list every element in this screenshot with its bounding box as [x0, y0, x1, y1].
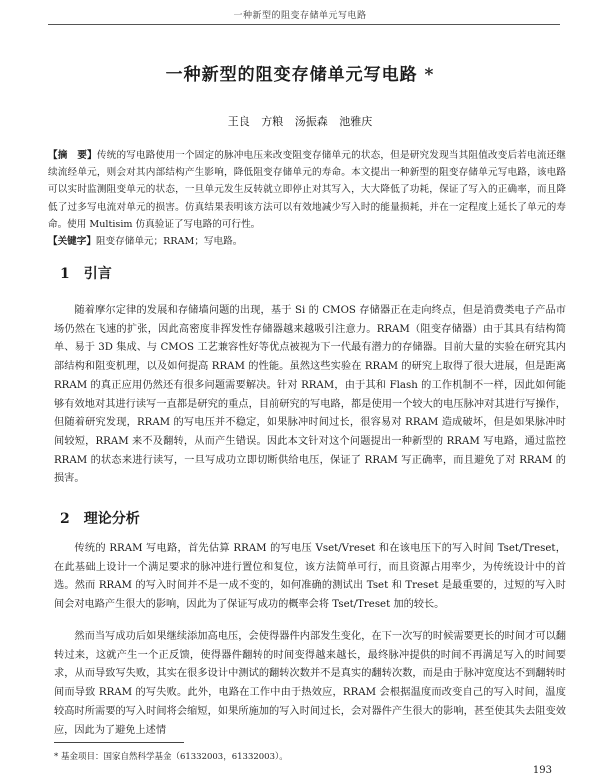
author-name: 池雅庆 — [339, 115, 373, 128]
header-rule — [48, 24, 560, 25]
author-name: 方粮 — [261, 115, 284, 128]
body-paragraph: 传统的 RRAM 写电路，首先估算 RRAM 的写电压 Vset/Vreset 和在该电压下的写入时间 Tset/Treset，在此基础上设计一个满足要求的脉冲进行置位和复位，该方法简单可行，而且资源占用率少，为传统设计中的首选。然而 RRAM 的写入时间并不是一成不变的，如何准确的测试出 Tset 和 Treset 是最重要的，过短的写入时间会对电路产生很大的影响，因此为了保证写成功的概率会将 Tset/Treset 加的较长。 — [54, 543, 566, 611]
abstract-label: 【摘 要】 — [48, 150, 97, 161]
section-number: 2 — [60, 511, 70, 527]
keywords — [48, 233, 566, 250]
section-title: 理论分析 — [83, 511, 140, 527]
author-name: 汤振森 — [294, 115, 328, 128]
section-title: 引言 — [83, 266, 112, 282]
author-list — [0, 113, 600, 129]
running-head: 一种新型的阻变存储单元写电路 — [233, 11, 367, 21]
section-heading-introduction — [60, 263, 112, 283]
abstract-text: 传统的写电路使用一个固定的脉冲电压来改变阻变存储单元的状态，但是研究发现当其阻值改变后若电流还继续流经单元，则会对其内部结构产生影响，降低阻变存储单元的寿命。本文提出一种新型的阻变存储单元写电路，该电路可以实时监测阻变单元的状态，一旦单元发生反转就立即停止对其写入，大大降低了功耗，保证了写入的正确率，而且降低了过多写电流对单元的损害。仿真结果表明该方法可以有效地减少写入时的能量损耗，并在一定程度上延长了单元的寿命。使用 Multisim 仿真验证了写电路的可行性。 — [48, 150, 567, 230]
section-number: 1 — [60, 266, 70, 282]
paper-title: 一种新型的阻变存储单元写电路 * — [165, 65, 435, 85]
body-paragraph: 随着摩尔定律的发展和存储墙问题的出现，基于 Si 的 CMOS 存储器正在走向终点，但是消费类电子产品市场仍然在飞速的扩张，因此高密度非挥发性存储器越来越吸引注意力。RRAM（阻变存储器）由于其具有结构简单、易于 3D 集成、与 CMOS 工艺兼容性好等优点被视为下一代最有潜力的存储器。目前大量的实验在研究其内部结构和阻变机理，以及如何提高 RRAM 的性能。虽然这些实验在 RRAM 的研究上取得了很大进展，但是距离 RRAM 的真正应用仍然还有很多问题需要解决。针对 RRAM，由于其和 Flash 的工作机制不一样，因此如何能够有效地对其进行读写一直都是研究的重点，目前研究的写电路，都是使用一个较大的电压脉冲对其进行写操作，但随着研究发现，RRAM 的写电压并不稳定，如果脉冲时间过长，很容易对 RRAM 造成破坏，但是如果脉冲时间较短，RRAM 来不及翻转，从而产生错误。因此本文针对这个问题提出一种新型的 RRAM 写电路，通过监控 RRAM 的状态来进行读写，一旦写成功立即切断供给电压，保证了 RRAM 写正确率，而且避免了对 RRAM 的损害。 — [54, 305, 566, 485]
keywords-text: 阻变存储单元；RRAM；写电路。 — [95, 236, 243, 247]
page-number: 193 — [532, 765, 552, 776]
footnote-rule — [54, 742, 184, 743]
funding-footnote: * 基金项目：国家自然科学基金（61332003，61332003）。 — [54, 752, 288, 762]
section-heading-theory — [60, 508, 140, 528]
abstract — [48, 147, 566, 233]
keywords-label: 【关键字】 — [48, 236, 96, 247]
body-paragraph: 然而当写成功后如果继续添加高电压，会使得器件内部发生变化，在下一次写的时候需要更长的时间才可以翻转过来，这就产生一个正反馈，使得器件翻转的时间变得越来越长，最终脉冲提供的时间不再满足写入的时间要求，从而导致写失败，其实在很多设计中测试的翻转次数并不是真实的翻转次数，而是由于脉冲宽度达不到翻转时间而导致 RRAM 的写失败。此外，电路在工作中由于热效应，RRAM 会根据温度而改变自己的写入时间，温度较高时所需要的写入时间将会缩短，如果所施加的写入时间过长，会对器件产生很大的影响，甚至使其失去阻变效应，因此为了避免上述情 — [54, 631, 566, 736]
author-name: 王良 — [227, 115, 250, 128]
